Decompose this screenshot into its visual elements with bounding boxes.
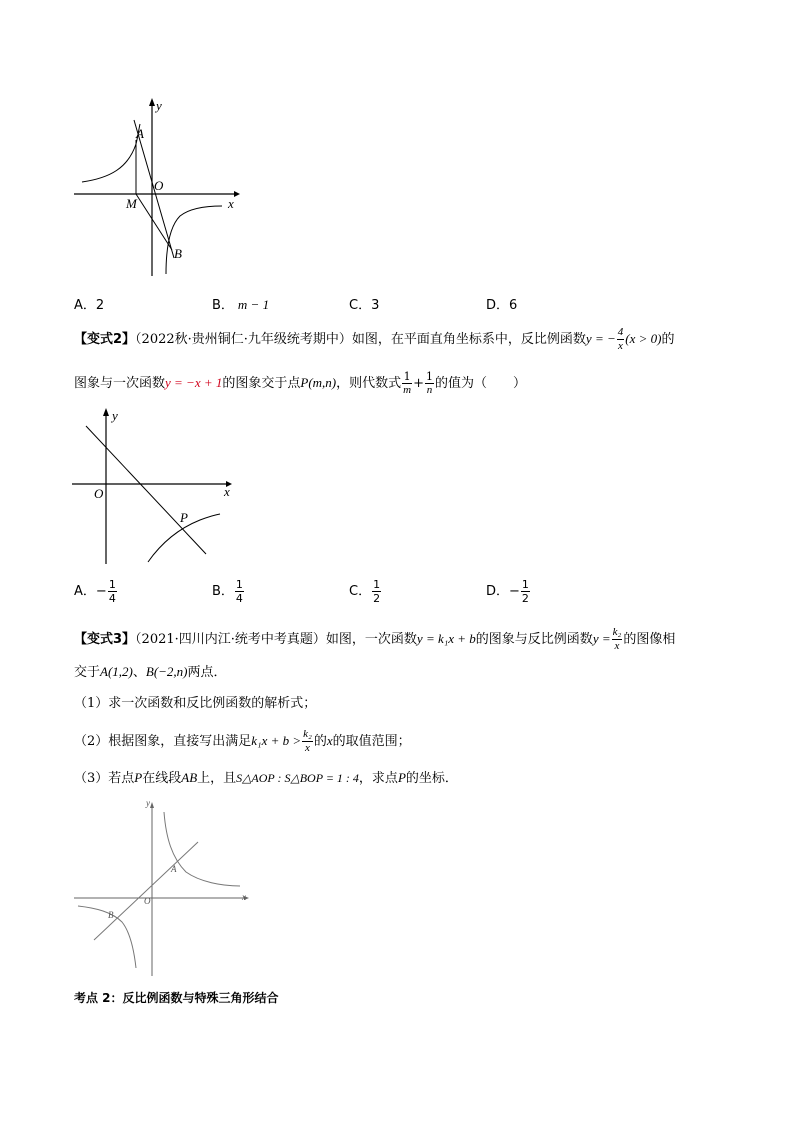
q3-sub2-math: k₁x + b > (251, 733, 302, 748)
q2-option-d-num: 1 (521, 578, 529, 591)
q2-option-d (486, 578, 531, 605)
q2-option-d-den: 2 (521, 592, 529, 605)
q2-y-label: y (112, 408, 118, 423)
q1-origin-label: O (154, 178, 164, 193)
q2-text-2b: 的图象交于点 (222, 376, 301, 391)
q2-text-2d: 的值为（ ） (435, 376, 527, 391)
q3-sub2-c: 的取值范围； (332, 734, 411, 749)
q3-origin-label: O (144, 896, 151, 906)
q3-text-2: 交于 (74, 665, 101, 680)
q2-option-a-letter: A． (74, 584, 96, 599)
q2-option-c-num: 1 (373, 578, 381, 591)
q2-text-2c: ，则代数式 (336, 376, 402, 391)
q2-text-1b: 的 (661, 332, 675, 347)
q2-x-label: x (224, 484, 230, 499)
q3-point-a: A(1,2) (100, 664, 133, 679)
figure-q2 (70, 406, 240, 566)
q2-func1-den: x (618, 340, 623, 352)
q3-point-b-label: B (108, 910, 114, 920)
q2-point-p-label: P (180, 510, 188, 525)
figure-q1 (70, 98, 240, 278)
q2-expr-frac-n (425, 370, 434, 397)
q1-option-b (212, 294, 269, 313)
q2-option-a-num: 1 (108, 578, 116, 591)
q3-sub3-d: ，求点 (358, 771, 398, 786)
q2-func1-domain: (x > 0) (625, 331, 662, 346)
q3-func2-num: k₂ (612, 626, 622, 638)
q2-option-b-den: 4 (235, 592, 243, 605)
q2-option-b-letter: B． (212, 584, 234, 599)
q3-sub2-frac (302, 728, 313, 755)
q1-x-label: x (228, 196, 234, 211)
q2-origin-label: O (94, 486, 104, 501)
q1-point-m-label: M (126, 196, 137, 211)
q2-options (74, 578, 734, 614)
q3-sub2-b: 的 (313, 734, 327, 749)
q2-func1-fraction (617, 326, 625, 353)
q2-text-2a: 图象与一次函数 (74, 376, 166, 391)
q3-sub3-p2: P (397, 770, 406, 785)
q2-func1: y = − (585, 331, 616, 346)
q2-text-1: 如图，在平面直角坐标系中，反比例函数 (351, 332, 586, 347)
q2-option-c-letter: C． (349, 584, 372, 599)
q3-sep: 、 (132, 665, 146, 680)
q3-sub2-num: k₂ (303, 728, 312, 740)
q2-option-b (212, 578, 245, 605)
q2-option-b-frac (235, 578, 244, 605)
q2-option-d-sign: − (509, 584, 520, 599)
q2-option-d-frac (521, 578, 530, 605)
q3-sub2-den: x (305, 742, 310, 754)
q3-sub3-a: （3）若点 (74, 771, 135, 786)
q1-option-c: C．3 (349, 298, 380, 313)
q2-source: （2022秋·贵州铜仁·九年级统考期中） (135, 332, 352, 347)
q2-func1-num: 4 (617, 326, 624, 338)
q2-option-c (349, 578, 382, 605)
q3-text-2b: 两点． (187, 665, 227, 680)
q2-tag: 【变式2】 (74, 332, 136, 347)
q2-option-c-frac (372, 578, 381, 605)
q3-y-label: y (146, 798, 150, 808)
q2-option-c-den: 2 (373, 592, 381, 605)
q3-x-label: x (242, 892, 246, 902)
section-title: 考点 2：反比例函数与特殊三角形结合 (74, 991, 279, 1005)
q3-sub2-a: （2）根据图象，直接写出满足 (74, 734, 252, 749)
q2-expr-den-n: n (426, 384, 433, 396)
q2-option-a (74, 578, 118, 605)
q3-func1: y = k₁x + b (416, 631, 476, 646)
q2-point: P(m,n) (300, 375, 337, 390)
q3-point-a-label: A (171, 864, 177, 874)
q3-func2-den: x (614, 640, 620, 652)
q1-option-b-math: m − 1 (237, 297, 270, 312)
q3-func2-frac (612, 626, 623, 653)
q3-tag: 【变式3】 (74, 632, 136, 647)
q3-sub3-c: 上，且 (197, 771, 237, 786)
q1-option-d: D．6 (486, 298, 518, 313)
q3-sub3 (74, 768, 458, 789)
q3-sub1: （1）求一次函数和反比例函数的解析式； (74, 696, 317, 711)
q2-option-b-num: 1 (235, 578, 243, 591)
q3-point-b: B(−2,n) (145, 664, 188, 679)
q1-option-b-letter: B． (212, 298, 234, 313)
q3-text-1: 如图，一次函数 (325, 632, 417, 647)
figure-q3-svg (72, 798, 252, 978)
q2-expr-den-m: m (403, 384, 412, 396)
q3-sub3-e: 的坐标． (405, 771, 458, 786)
q3-sub3-b: 在线段 (142, 771, 182, 786)
q3-func2-left: y = (592, 631, 611, 646)
q3-text-1b: 的图象与反比例函数 (475, 632, 593, 647)
q3-source: （2021·四川内江·统考中考真题） (135, 632, 326, 647)
q2-option-a-frac (108, 578, 117, 605)
q1-point-a-label: A (136, 126, 144, 141)
q3-line-1 (74, 626, 675, 653)
figure-q3 (72, 798, 252, 978)
q3-sub3-ab: AB (181, 770, 198, 785)
q2-expr-num-1: 1 (403, 370, 411, 383)
q2-line-2: 图象与一次函数y = −x + 1的图象交于点P(m,n)，则代数式 $\frac{1}{m}$ + $\frac{1}{n}$ 的值为（ ） (74, 370, 527, 396)
q2-option-a-den: 4 (108, 592, 116, 605)
q3-sub2 (74, 728, 411, 755)
q2-expr-num-2: 1 (426, 370, 434, 383)
q1-point-b-label: B (174, 246, 182, 261)
q2-func2: y = −x + 1 (165, 375, 223, 390)
q2-option-d-letter: D． (486, 584, 510, 599)
q3-text-1c: 的图像相 (623, 632, 676, 647)
q1-option-a: A．2 (74, 298, 105, 313)
q3-line-2 (74, 662, 227, 683)
q2-expr-frac-m (402, 370, 412, 397)
q2-line-1 (74, 326, 674, 353)
q2-option-a-sign: − (95, 584, 107, 599)
q3-sub3-p: P (134, 770, 143, 785)
q3-sub2-var: x (326, 733, 333, 748)
q3-sub3-math: S△AOP : S△BOP = 1 : 4 (236, 771, 359, 785)
q1-y-label: y (156, 98, 162, 113)
